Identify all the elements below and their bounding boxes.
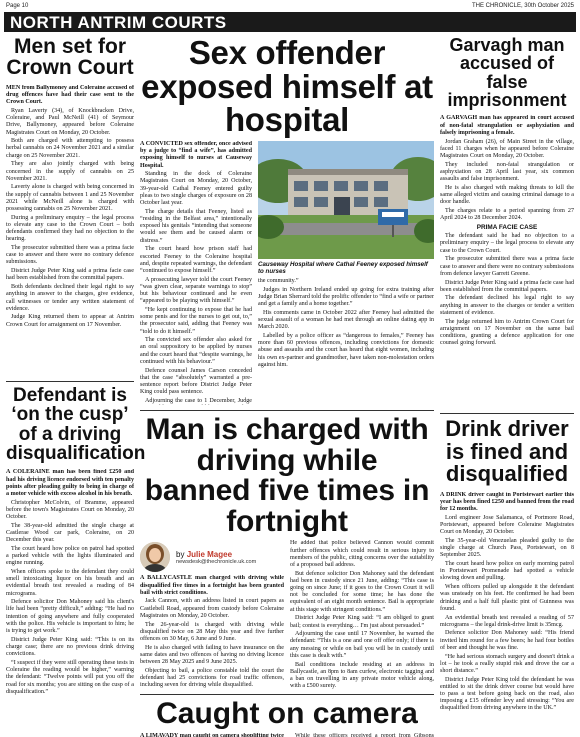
- article-paragraph: An evidential breath test revealed a reading of 57 micrograms – the legal drink-drive limit is 35mcg.: [440, 614, 574, 628]
- left-column: [6, 35, 146, 731]
- article-paragraph: Lord engineer Jose Salamanca, of Portmore Road, Portstewart, appeared before Coleraine Magistrates Court on Monday, 20 October.: [440, 514, 574, 536]
- article-paragraph: The 35-year-old Venezuelan pleaded guilty to the single charge at Church Pass, Portstewart, on 8 September 2025.: [440, 537, 574, 559]
- article-paragraph: Jack Cannon, with an address listed in court papers as Castlebell Road, appeared from custody before Coleraine Magistrates on Monday, 20 October.: [140, 598, 284, 619]
- article-paragraph: He is also charged with making threats to kill the same alleged victim and causing criminal damage to a door handle.: [440, 184, 574, 206]
- article-paragraph: The defendant declined his legal right to say anything in answer to the charges or tender a written statement of evidence.: [440, 295, 574, 316]
- article-paragraph: Judge King returned them to appear at Antrim Crown Court for arraignment on 17 November.: [6, 314, 134, 328]
- story-garvagh-body: [440, 115, 574, 409]
- article-paragraph: Bail conditions include residing at an address in Ballycastle, an 8pm to 8am curfew, electronic tagging and a ban on travelling in any private motor vehicle along, with a £500 surety.: [290, 661, 434, 690]
- article-paragraph: The defendant said he had no objection to a preliminary enquiry – the legal process to elevate any case to the Crown Court.: [440, 233, 574, 254]
- article-paragraph: The prosecutor submitted there was a prima facie case to answer and there were no contrary submissions from defence lawyer Garrett Greene.: [440, 256, 574, 277]
- article-paragraph: District Judge Peter King said a prima facie case had been established from the committal papers.: [6, 268, 134, 282]
- article-paragraph: District Judge Peter King said a prima facie case had been established from the committal papers.: [440, 279, 574, 293]
- article-paragraph: Defence counsel James Carson conceded that the case “absolutely” warranted a pre-sentence report before District Judge Peter King could pass sentence.: [140, 367, 252, 396]
- author-avatar: [140, 542, 170, 572]
- article-paragraph: The charges relate to a period spanning from 27 April 2024 to 28 December 2024.: [440, 207, 574, 222]
- section-banner: NORTH ANTRIM COURTS: [4, 12, 576, 32]
- divider: [440, 413, 574, 414]
- byline-prefix: by: [176, 549, 185, 559]
- story-sex-offender: [140, 141, 434, 406]
- subheading-prima-facie: PRIMA FACIE CASE: [476, 224, 538, 232]
- article-paragraph: “He had serious stomach surgery and doesn't drink a lot – he took a really stupid risk and drove the car a short distance.”: [440, 653, 574, 674]
- article-paragraph: Judges in Northern Ireland ended up going for extra training after Judge Brian Sherrard told the prolific offender to “find a wife or partner and get a family and a home together.”: [258, 286, 434, 308]
- article-paragraph: He is also charged with failing to have insurance on the same dates and two offences of having no driving licence between 28 May 2025 and 9 June 2025.: [140, 644, 284, 666]
- article-paragraph: A LIMAVADY man caught on camera shoplifting twice: [140, 732, 284, 737]
- article-paragraph: Adjourning the case until 17 November, he warned the defendant: “This is a one and one off offer only; if there is any messing or while on bail you will be in custody until this case is dealt with.”: [290, 631, 434, 659]
- article-paragraph: MEN from Ballymoney and Coleraine accused of drug offences have had their case sent to the Crown Court.: [6, 84, 134, 106]
- headline-sex-offender: Sex offender exposed himself at hospital: [141, 34, 433, 139]
- author-portrait-icon: [140, 542, 170, 572]
- article-paragraph: Adjourning the case to 1 December, Judge: [145, 397, 252, 404]
- photo-caption: Causeway Hospital where Cathal Feeney exposed himself to nurses: [258, 260, 428, 275]
- article-paragraph: They included non-fatal strangulation or asphyxiation on 28 April last year, six common assaults and false imprisonment.: [440, 161, 574, 183]
- story-crown-court-body: [6, 85, 134, 377]
- article-paragraph: Both are charged with attempting to possess herbal cannabis on 24 November 2021 and a similar charge on 25 November 2021.: [6, 138, 134, 159]
- headline-cusp: Defendant is ‘on the cusp’ of a driving disqualification: [6, 384, 146, 464]
- article-paragraph: When officers pulled up alongside it the defendant was unsteady on his feet. He confirmed he had been drinking and a half full plastic pint of Guinness was found.: [440, 584, 574, 612]
- divider: [140, 410, 434, 411]
- article-paragraph: A prosecuting lawyer told the court Feeney “was given clear, separate warnings to stop” but his behaviour continued and he even “appeared to be playing with himself.”: [140, 276, 252, 305]
- article-paragraph: “He kept continuing to expose that he had some penis and for the nurses to get out, to,” the prosecutor said, adding that Feeney was “told to do it himself.”: [140, 306, 252, 335]
- article-paragraph: They are also jointly charged with being concerned in the supply of cannabis on 25 November 2021.: [6, 161, 134, 182]
- page-number: Page 10: [6, 3, 29, 9]
- article-paragraph: District Judge Peter King said: “I am obliged to grant bail; contest is everything… I'm just about persuaded.”: [290, 615, 434, 629]
- hospital-photo: [258, 141, 434, 259]
- article-paragraph: the community.”: [258, 277, 299, 284]
- headline-banned-driver: Man is charged with driving while banned five times in fortnight: [144, 412, 430, 538]
- author-name: Julie Magee: [186, 549, 233, 559]
- story-banned-driver-col2: [290, 540, 434, 690]
- article-paragraph: A CONVICTED sex offender, once advised by a judge to “find a wife”, has admitted exposing himself to nurses at Causeway Hospital.: [140, 140, 252, 169]
- divider: [140, 694, 434, 695]
- divider: [6, 381, 134, 382]
- article-paragraph: Both defendants declined their legal right to say anything in answer to the charges, give evidence, call witnesses or tender any written statement of evidence.: [6, 284, 134, 312]
- story-sex-offender-col1: [140, 141, 252, 405]
- article-paragraph: The court heard how police on patrol had spotted a parked vehicle with the lights illuminated and engine running.: [6, 545, 134, 567]
- article-paragraph: When officers spoke to the defendant they could smell intoxicating liquor on his breath and an evidential breath test revealed a reading of 84 micrograms.: [6, 568, 134, 597]
- article-paragraph: During a preliminary enquiry – the legal process to elevate any case to the Crown Court – both defendants confirmed they had no objection to the hearing.: [6, 214, 134, 243]
- article-paragraph: Jordan Graham (26), of Main Street in the village, faced 11 charges when he appeared before Coleraine Magistrates Court on Monday, 20 October.: [440, 138, 574, 159]
- article-paragraph: Ryan Laverty (34), of Knockbracken Drive, Coleraine, and Paul McNeill (41) of Seymour Drive, Ballymoney, appeared before Coleraine Magistrates Court on Monday, 20 October.: [6, 107, 134, 136]
- hospital-image: [258, 141, 434, 259]
- story-camera-col2: [290, 733, 434, 737]
- story-caught-on-camera: [140, 733, 434, 737]
- story-sex-offender-col2-body: [258, 278, 434, 406]
- article-paragraph: While these officers received a report from Gibsons: [295, 732, 434, 737]
- article-paragraph: District Judge Peter King said: “This is on its charge case; there are no previous drink driving convictions.: [6, 636, 134, 658]
- article-paragraph: The judge returned him to Antrim Crown Court for arraignment on 17 November on the same bail conditions, granting a defence application for one counsel going forward.: [440, 318, 574, 347]
- article-paragraph: The court heard how police on early morning patrol in Portstewart Promenade had spotted a vehicle slowing down and pulling.: [440, 561, 574, 582]
- article-paragraph: Defence solicitor Don Mahoney said his client's life had been “pretty difficult,” adding: “He had no intention of going anywhere and fully cooperated with the police. His vehicle is important to him; he is trying to get work.”: [6, 599, 134, 635]
- article-paragraph: His comments came in October 2022 after Feeney had admitted the sexual assault of a woman he had met through an online dating app in March 2020.: [258, 309, 434, 331]
- headline-crown-court: Men set for Crown Court: [6, 35, 134, 80]
- story-banned-driver-col1-body: [140, 575, 284, 690]
- article-paragraph: The convicted sex offender also asked for an oral suppository to be applied by nurses and the court heard that “despite warnings, he continued with his behaviour.”: [140, 337, 252, 365]
- headline-garvagh: Garvagh man accused of false imprisonment: [447, 35, 567, 111]
- article-paragraph: A GARVAGH man has appeared in court accused of non-fatal strangulation or asphyxiation and falsely imprisoning a female.: [440, 115, 574, 136]
- article-paragraph: The court heard how prison staff had escorted Feeney to the Coleraine hospital and, despite repeated warnings, the defendant “continued to expose himself.”: [140, 246, 252, 274]
- article-paragraph: He added that police believed Cannon would commit further offences which could result in serious injury to members of the public, citing concerns over the suitability of a proposed bail address.: [290, 540, 434, 568]
- story-banned-driver: [140, 540, 434, 690]
- article-paragraph: District Judge Peter King told the defendant he was entitled to sit the drink driver course but would have to pass a test before going back on the road, also imposing a £15 offender levy and stressing: “You are disqualified from driving anywhere in the UK.”: [440, 676, 574, 712]
- headline-drink-driver: Drink driver is fined and disqualified: [445, 416, 569, 487]
- article-paragraph: Objecting to bail, a police constable told the court the defendant had 25 convictions for road traffic offences, including seven for driving while disqualified.: [140, 667, 284, 689]
- article-paragraph: A COLERAINE man has been fined £250 and had his driving licence endorsed with ten penalty points after pleading guilty to being in charge of a motor vehicle with excess alcohol in his breath.: [6, 469, 134, 497]
- story-sex-offender-col2: [258, 141, 434, 406]
- byline-text: [176, 550, 256, 565]
- right-column: [440, 36, 574, 737]
- page-header-strip: [6, 2, 574, 12]
- headline-caught-on-camera: Caught on camera: [156, 697, 418, 731]
- publication-date: THE CHRONICLE, 30th October 2025: [471, 3, 574, 9]
- story-cusp-body: [6, 469, 134, 731]
- article-paragraph: “I suspect if they were still operating these tests in Coleraine the reading would be higher,” warning the defendant: “Twelve points will put you off the road for six months; you are sitting on the cusp of a disqualification.”: [6, 659, 134, 695]
- article-paragraph: Laverty alone is charged with being concerned in the supply of cannabis between 1 and 25 November 2021 while McNeill alone is charged with possessing cannabis on 25 November 2021.: [6, 184, 134, 213]
- article-paragraph: The 26-year-old is charged with driving while disqualified twice on 28 May this year and five further offences on 30 May, 6 June and 9 June.: [140, 621, 284, 642]
- author-email[interactable]: newsdesk@thechronicle.uk.com: [176, 558, 257, 565]
- article-paragraph: The charge details that Feeney, listed as “residing in the Belfast area,” intentionally exposed his genitals “intending that someone would see them and be caused alarm or distress.”: [140, 208, 252, 244]
- story-banned-driver-col1: [140, 540, 284, 690]
- article-paragraph: The 38-year-old admitted the single charge at Castlerae Wood car park, Coleraine, on 20 December this year.: [6, 522, 134, 544]
- middle-column: [140, 36, 434, 737]
- article-paragraph: Christopher McColvin, of Bramme, appeared before the town's Magistrates Court on Monday, 20 October.: [6, 499, 134, 521]
- article-paragraph: A BALLYCASTLE man charged with driving while disqualified five times in a fortnight has been granted bail with strict conditions.: [140, 575, 284, 596]
- byline: [140, 542, 284, 572]
- article-paragraph: The prosecutor submitted there was a prima facie case to answer and there were no contrary defence submissions.: [6, 245, 134, 266]
- article-paragraph: Defence solicitor Don Mahoney said: “His friend invited him round for a few beers; he had four bottles of beer and thought he was fine.: [440, 630, 574, 651]
- story-camera-col1: [140, 733, 284, 737]
- article-paragraph: But defence solicitor Don Mahoney said the defendant had been in custody since 21 June, adding: “This case is going on since June; if it goes to the Crown Court it will not be concluded for some time; he has done the equivalent of an eight month sentence. Bail is appropriate at this stage with stringent conditions.”: [290, 570, 434, 613]
- story-drink-driver-body: [440, 492, 574, 737]
- article-paragraph: A DRINK driver caught in Portstewart earlier this year has been fined £250 and banned from the road for 12 months.: [440, 491, 574, 513]
- article-paragraph: Labelled by a police officer as “dangerous to females,” Feeney has more than 60 previous offences, including convictions for domestic abuse and assaults and the court has heard that eight women, including his own ex-partner and grandmother, have taken non-molestation orders against him.: [258, 332, 434, 368]
- article-paragraph: Standing in the dock of Coleraine Magistrates Court on Monday, 20 October, 39-year-old Cathal Feeney entered guilty pleas to two single charges of exposure on 28 October last year.: [140, 171, 252, 207]
